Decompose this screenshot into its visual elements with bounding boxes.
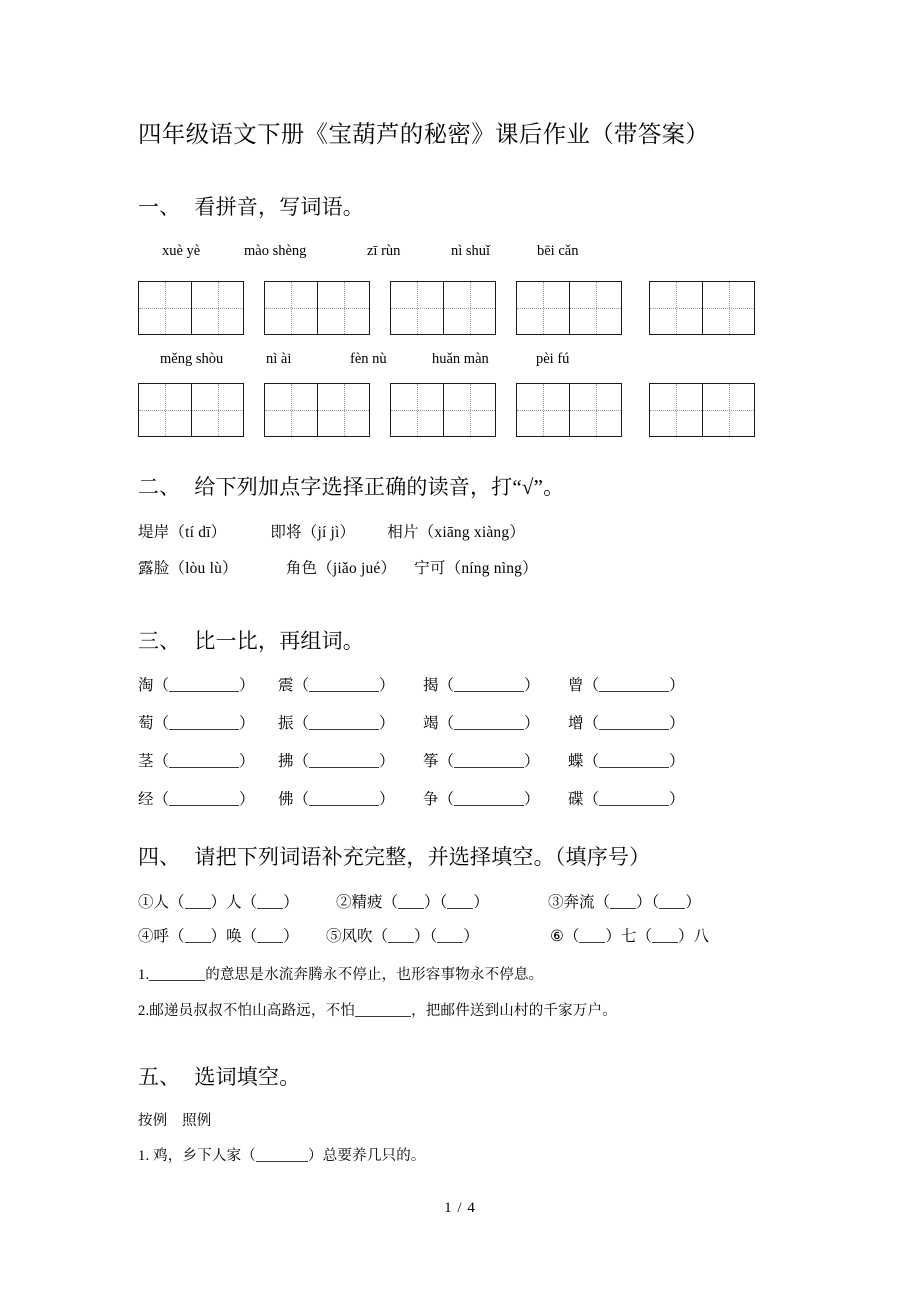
answer-blank[interactable] xyxy=(454,729,524,730)
word-char: 碟 xyxy=(568,791,584,808)
pinyin-label: nì shuǐ xyxy=(451,243,491,259)
answer-blank[interactable] xyxy=(454,805,524,806)
tianzige-cell[interactable] xyxy=(443,282,495,334)
idiom-item[interactable]: ③奔流（ ）（ ） xyxy=(548,894,701,911)
idiom-text: 人 xyxy=(226,894,242,911)
section-number-5: 五、 xyxy=(138,1065,181,1089)
word-blank-item[interactable]: 振（ ） xyxy=(278,715,395,732)
idiom-row-2 xyxy=(138,924,828,950)
word-char: 振 xyxy=(278,715,294,732)
answer-blank[interactable] xyxy=(257,908,283,909)
tianzige-box[interactable] xyxy=(516,383,622,437)
answer-blank[interactable] xyxy=(185,942,211,943)
pinyin-label: huǎn màn xyxy=(432,351,489,367)
word-blank-item[interactable]: 筝（ ） xyxy=(423,753,540,770)
sentence-text: ，把邮件送到山村的千家万户。 xyxy=(411,1003,617,1019)
idiom-index: ④ xyxy=(138,928,154,945)
tianzige-cell[interactable] xyxy=(391,384,443,436)
tianzige-cell[interactable] xyxy=(517,282,569,334)
section-heading-1 xyxy=(138,192,364,222)
answer-blank[interactable] xyxy=(169,691,239,692)
answer-blank[interactable] xyxy=(447,908,473,909)
pronunciation-item[interactable]: 宁可（níng nìng） xyxy=(414,560,538,577)
section-number-1: 一、 xyxy=(138,195,181,219)
answer-blank[interactable] xyxy=(256,1161,308,1162)
sentence-number: 1. xyxy=(138,1148,150,1164)
answer-blank[interactable] xyxy=(437,942,463,943)
tianzige-cell[interactable] xyxy=(569,384,621,436)
word-blank-item[interactable]: 经（ ） xyxy=(138,791,255,808)
pronunciation-item[interactable]: 即将（jí jì） xyxy=(270,524,356,541)
answer-blank[interactable] xyxy=(599,729,669,730)
word-char: 竭 xyxy=(423,715,439,732)
tianzige-cell[interactable] xyxy=(191,282,243,334)
word-char: 曾 xyxy=(568,677,584,694)
sentence-text: 的意思是水流奔腾永不停止，也形容事物永不停息。 xyxy=(205,967,544,983)
answer-blank[interactable] xyxy=(309,691,379,692)
word-blank-item[interactable]: 揭（ ） xyxy=(423,677,540,694)
sentence-number: 2. xyxy=(138,1003,150,1019)
section-title-3: 比一比，再组词。 xyxy=(194,629,365,653)
tianzige-box[interactable] xyxy=(516,281,622,335)
page-title: 四年级语文下册《宝葫芦的秘密》课后作业（带答案） xyxy=(138,122,710,148)
section-number-4: 四、 xyxy=(138,845,181,869)
answer-blank[interactable] xyxy=(388,942,414,943)
word-pair-row xyxy=(138,788,818,812)
word-blank-item[interactable]: 佛（ ） xyxy=(278,791,395,808)
tianzige-cell[interactable] xyxy=(265,282,317,334)
tianzige-cell[interactable] xyxy=(191,384,243,436)
page-footer: 1 / 4 xyxy=(444,1200,476,1216)
answer-blank[interactable] xyxy=(652,942,678,943)
answer-blank[interactable] xyxy=(169,729,239,730)
word-char: 震 xyxy=(278,677,294,694)
word-blank-item[interactable]: 争（ ） xyxy=(423,791,540,808)
answer-blank[interactable] xyxy=(599,767,669,768)
idiom-text: 人 xyxy=(153,894,170,911)
tianzige-box[interactable] xyxy=(264,383,370,437)
sentence-text: 鸡，乡下人家（ xyxy=(153,1148,257,1164)
pronunciation-choice-row xyxy=(138,522,525,544)
pinyin-row-2 xyxy=(138,349,798,369)
answer-blank[interactable] xyxy=(454,691,524,692)
idiom-text: 七 xyxy=(620,928,637,945)
word-pair-row xyxy=(138,674,818,698)
tianzige-cell[interactable] xyxy=(265,384,317,436)
section-number-2: 二、 xyxy=(138,475,181,499)
word-char: 淘 xyxy=(138,677,154,694)
idiom-text: 奔流 xyxy=(563,894,595,911)
word-char: 增 xyxy=(568,715,584,732)
word-char: 争 xyxy=(423,791,439,808)
pinyin-label: mào shèng xyxy=(244,243,307,259)
idiom-index: ② xyxy=(336,894,352,911)
tianzige-cell[interactable] xyxy=(443,384,495,436)
word-blank-item[interactable]: 茎（ ） xyxy=(138,753,255,770)
pinyin-label: pèi fú xyxy=(536,351,570,367)
answer-blank[interactable] xyxy=(169,767,239,768)
tianzige-cell[interactable] xyxy=(569,282,621,334)
pronunciation-item[interactable]: 露脸（lòu lù） xyxy=(138,560,238,577)
word-pair-row xyxy=(138,750,818,774)
word-blank-item[interactable]: 竭（ ） xyxy=(423,715,540,732)
word-char: 佛 xyxy=(278,791,294,808)
word-blank-item[interactable]: 增（ ） xyxy=(568,715,685,732)
pronunciation-choice-row xyxy=(138,558,538,580)
idiom-row-1 xyxy=(138,890,828,916)
pinyin-label: měng shòu xyxy=(160,351,224,367)
idiom-item[interactable]: ④呼（ ）唤（ ） xyxy=(138,928,299,945)
answer-blank[interactable] xyxy=(579,942,605,943)
section-title-4: 请把下列词语补充完整，并选择填空。（填序号） xyxy=(194,845,651,869)
tianzige-box[interactable] xyxy=(649,383,755,437)
word-bank: 按例 照例 xyxy=(138,1113,212,1129)
word-blank-item[interactable]: 曾（ ） xyxy=(568,677,685,694)
pinyin-row-1 xyxy=(138,241,798,261)
tianzige-cell[interactable] xyxy=(139,282,191,334)
answer-blank[interactable] xyxy=(149,980,205,981)
idiom-index: ⑥ xyxy=(550,928,564,945)
word-char: 揭 xyxy=(423,677,439,694)
word-blank-item[interactable]: 拂（ ） xyxy=(278,753,395,770)
answer-blank[interactable] xyxy=(398,908,424,909)
section-heading-5 xyxy=(138,1062,300,1092)
idiom-index: ① xyxy=(138,894,154,911)
tianzige-cell[interactable] xyxy=(517,384,569,436)
sentence-number: 1. xyxy=(138,967,150,983)
answer-blank[interactable] xyxy=(659,908,685,909)
idiom-index: ⑤ xyxy=(326,928,342,945)
word-blank-item[interactable]: 萄（ ） xyxy=(138,715,255,732)
pinyin-label: bēi cǎn xyxy=(537,243,579,259)
tianzige-box[interactable] xyxy=(264,281,370,335)
answer-blank[interactable] xyxy=(309,767,379,768)
section-number-3: 三、 xyxy=(138,629,181,653)
section-title-5: 选词填空。 xyxy=(194,1065,301,1089)
pinyin-label: zī rùn xyxy=(367,243,401,259)
idiom-item[interactable]: ①人（ ）人（ ） xyxy=(138,894,299,911)
answer-blank[interactable] xyxy=(454,767,524,768)
tianzige-box[interactable] xyxy=(138,383,244,437)
tianzige-cell[interactable] xyxy=(702,282,754,334)
answer-blank[interactable] xyxy=(309,729,379,730)
section-heading-4 xyxy=(138,842,650,872)
section-heading-2 xyxy=(138,472,564,502)
tianzige-cell[interactable] xyxy=(650,282,702,334)
tianzige-cell[interactable] xyxy=(391,282,443,334)
tianzige-cell[interactable] xyxy=(139,384,191,436)
section-title-2: 给下列加点字选择正确的读音，打“√”。 xyxy=(194,475,565,499)
answer-blank[interactable] xyxy=(185,908,211,909)
pinyin-label: xuè yè xyxy=(162,243,201,259)
idiom-text: 精疲 xyxy=(351,894,383,911)
pronunciation-item[interactable]: 角色（jiǎo jué） xyxy=(285,560,397,577)
idiom-item[interactable]: ②精疲（ ）（ ） xyxy=(336,894,489,911)
idiom-text: 风吹 xyxy=(341,928,373,945)
pronunciation-item[interactable]: 堤岸（tí dī） xyxy=(138,524,227,541)
pronunciation-item[interactable]: 相片（xiāng xiàng） xyxy=(387,524,526,541)
answer-blank[interactable] xyxy=(599,691,669,692)
word-char: 茎 xyxy=(138,753,154,770)
tianzige-box[interactable] xyxy=(390,281,496,335)
word-blank-item[interactable]: 淘（ ） xyxy=(138,677,255,694)
pinyin-label: fèn nù xyxy=(350,351,387,367)
tianzige-cell[interactable] xyxy=(317,282,369,334)
pinyin-label: nì ài xyxy=(266,351,292,367)
writing-grid-row-1 xyxy=(138,281,818,337)
word-char: 萄 xyxy=(138,715,154,732)
word-char: 筝 xyxy=(423,753,439,770)
choose-word-sentence-1 xyxy=(138,1145,426,1167)
word-pair-row xyxy=(138,712,818,736)
sentence-text: 邮递员叔叔不怕山高路远，不怕 xyxy=(149,1003,356,1019)
tianzige-box[interactable] xyxy=(390,383,496,437)
answer-blank[interactable] xyxy=(309,805,379,806)
word-char: 拂 xyxy=(278,753,294,770)
sentence-text: ）总要养几只的。 xyxy=(308,1148,426,1164)
word-blank-item[interactable]: 蝶（ ） xyxy=(568,753,685,770)
tianzige-box[interactable] xyxy=(138,281,244,335)
tianzige-cell[interactable] xyxy=(317,384,369,436)
answer-blank[interactable] xyxy=(355,1016,411,1017)
fill-sentence-2 xyxy=(138,1000,617,1022)
idiom-text: 八 xyxy=(693,928,709,945)
idiom-text: 呼 xyxy=(153,928,170,945)
word-blank-item[interactable]: 震（ ） xyxy=(278,677,395,694)
tianzige-cell[interactable] xyxy=(650,384,702,436)
idiom-text: 唤 xyxy=(226,928,242,945)
idiom-index: ③ xyxy=(548,894,564,911)
idiom-item[interactable]: ⑥（ ）七（ ）八 xyxy=(550,928,709,945)
writing-grid-row-2 xyxy=(138,383,818,439)
answer-blank[interactable] xyxy=(257,942,283,943)
answer-blank[interactable] xyxy=(599,805,669,806)
fill-sentence-1 xyxy=(138,964,543,986)
word-blank-item[interactable]: 碟（ ） xyxy=(568,791,685,808)
section-title-1: 看拼音，写词语。 xyxy=(194,195,365,219)
word-char: 经 xyxy=(138,791,154,808)
word-char: 蝶 xyxy=(568,753,584,770)
answer-blank[interactable] xyxy=(169,805,239,806)
tianzige-cell[interactable] xyxy=(702,384,754,436)
answer-blank[interactable] xyxy=(610,908,636,909)
idiom-item[interactable]: ⑤风吹（ ）（ ） xyxy=(326,928,479,945)
section-heading-3 xyxy=(138,626,364,656)
tianzige-box[interactable] xyxy=(649,281,755,335)
